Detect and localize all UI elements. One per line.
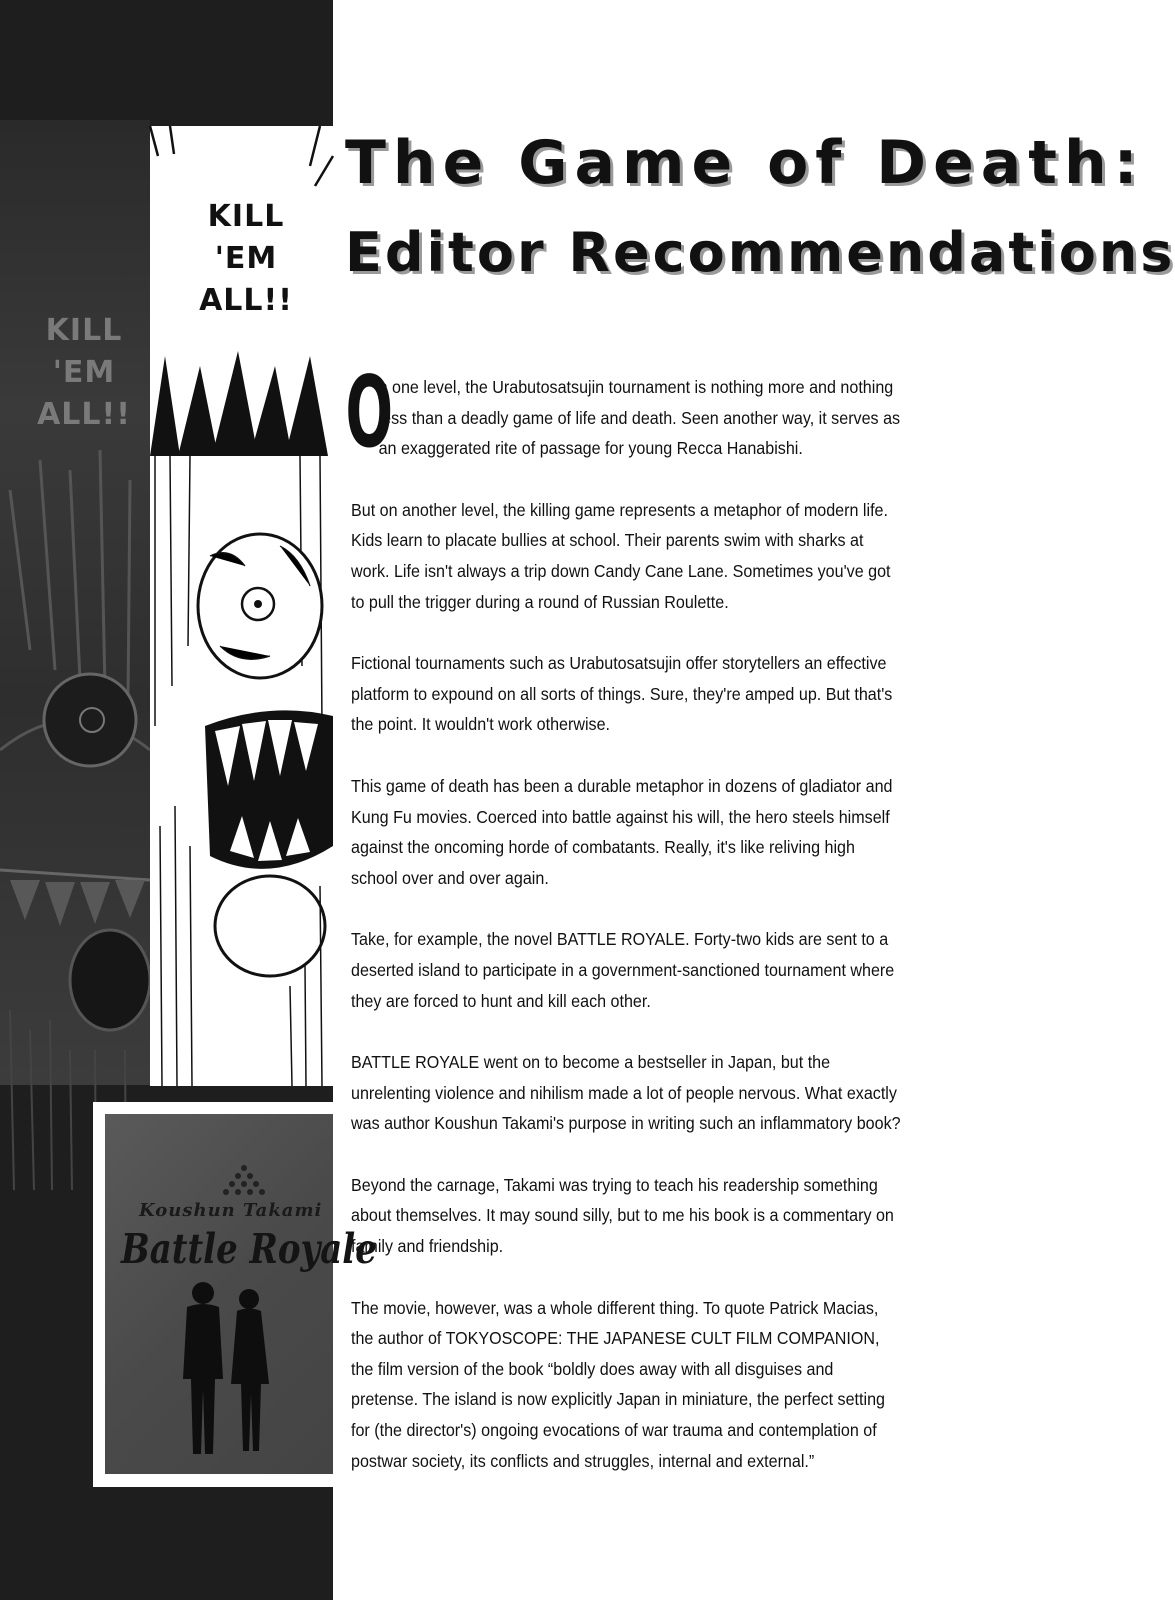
paragraph: Take, for example, the novel BATTLE ROYALE. Forty-two kids are sent to a deserted island to participate in a government-sanctioned tournament where they are forced to hunt and kill each other. — [351, 929, 895, 1011]
book-title: Battle Royale — [121, 1226, 377, 1274]
title-line-2: Editor Recommendations — [345, 221, 1175, 284]
paragraph: This game of death has been a durable metaphor in dozens of gladiator and Kung Fu movies. Coerced into battle against his will, the hero steels himself against the oncoming horde of combatants. Really, it's like reliving high school over and over again. — [351, 775, 893, 888]
faded-caption-line: ALL!! — [37, 397, 131, 432]
speech-caption — [186, 196, 306, 322]
paragraph: Fictional tournaments such as Urabutosatsujin offer storytellers an effective platform to expound on all sorts of things. Sure, they're amped up. But that's the point. It wouldn't work otherwise. — [351, 653, 893, 735]
book-author-name: Koushun Takami — [139, 1200, 323, 1221]
caption-line: 'EM — [214, 241, 278, 276]
paragraph — [345, 356, 903, 470]
paragraph: BATTLE ROYALE went on to become a bestseller in Japan, but the unrelenting violence and nihilism made a lot of people nervous. What exactly was author Koushun Takami's purpose in writing such an inflammatory book? — [351, 1052, 901, 1134]
paragraph: But on another level, the killing game represents a metaphor of modern life. Kids learn to placate bullies at school. Their parents swim with sharks at work. Life isn't always a trip down Candy Cane Lane. Sometimes you've got to pull the trigger during a round of Russian Roulette. — [351, 499, 891, 612]
drop-cap: O — [345, 356, 394, 470]
paragraph: The movie, however, was a whole different thing. To quote Patrick Macias, the author of TOKYOSCOPE: THE JAPANESE CULT FILM COMPANION, the film version of the book “boldly does away with all disguises and pretense. The island is now explicitly Japan in miniature, the perfect setting for (the director's) ongoing evocations of war trauma and contemplation of postwar society, its conflicts and struggles, internal and external.” — [351, 1297, 885, 1471]
faded-speech-caption — [24, 310, 144, 436]
faded-manga-strip — [0, 120, 150, 1085]
article — [333, 0, 1175, 1600]
art-column — [0, 0, 377, 1600]
paragraph-text: n one level, the Urabutosatsujin tournament is nothing more and nothing less than a deadly game of life and death. Seen another way, it serves as an exaggerated rite of passage for young Recca Hanabishi. — [378, 377, 901, 459]
page-title — [345, 128, 1175, 286]
book-cover-image — [105, 1114, 377, 1474]
faded-caption-line: 'EM — [52, 355, 116, 390]
title-line-1: The Game of Death: — [345, 128, 1145, 198]
paragraph: Beyond the carnage, Takami was trying to teach his readership something about themselves. It may sound silly, but to me his book is a commentary on family and friendship. — [351, 1174, 894, 1257]
caption-line: KILL — [207, 199, 285, 234]
star-triangle-icon — [219, 1164, 269, 1198]
silhouette-figures-icon — [165, 1279, 285, 1459]
comic-panel — [150, 126, 333, 1086]
book-cover-frame — [93, 1102, 377, 1487]
caption-line: ALL!! — [199, 283, 293, 318]
article-body — [345, 356, 903, 1507]
faded-caption-line: KILL — [45, 313, 123, 348]
faded-monster-illustration — [0, 450, 150, 1200]
